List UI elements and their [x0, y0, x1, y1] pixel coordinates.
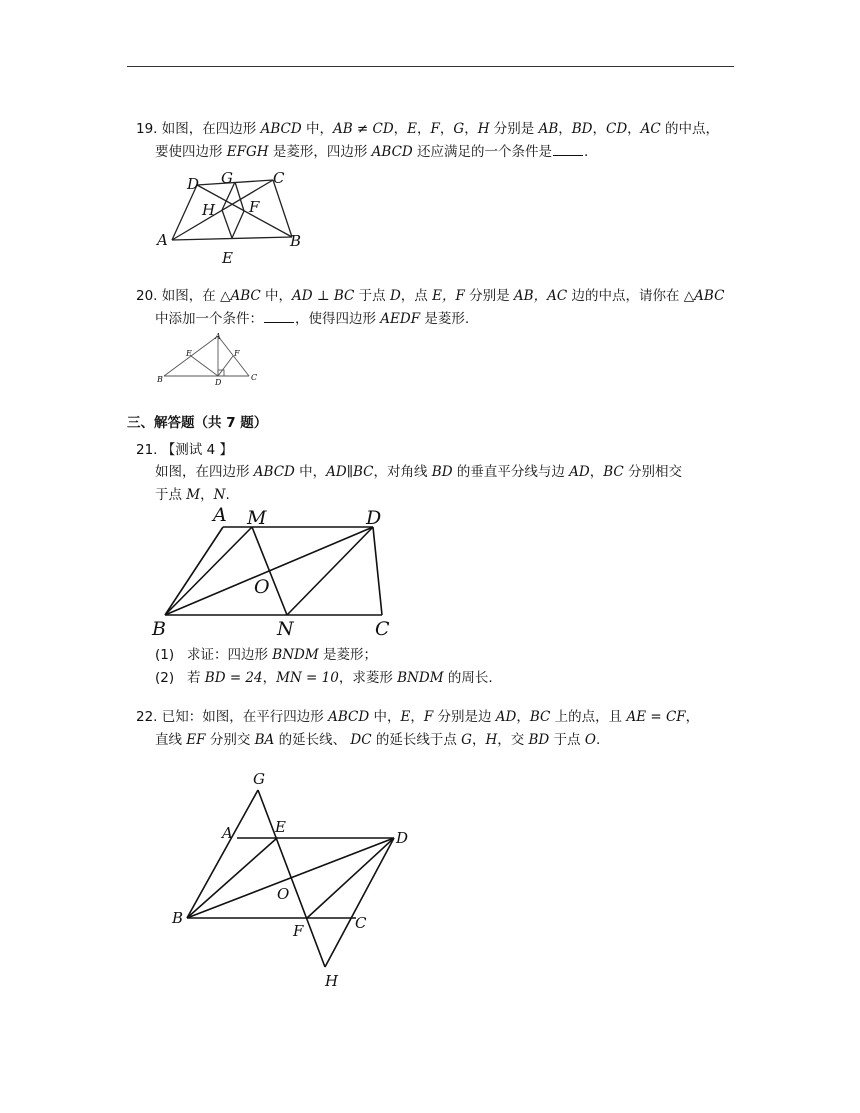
q20-seg-FD	[218, 356, 233, 376]
q22-label-B: B	[172, 909, 184, 927]
header-rule	[127, 66, 734, 67]
q22-line-HD	[325, 838, 394, 967]
q19-number: 19.	[136, 121, 158, 137]
q19-label-E: E	[222, 249, 233, 267]
q20-figure	[152, 330, 264, 388]
q21-label-B: B	[152, 618, 166, 640]
q21-label-M: M	[247, 507, 267, 529]
q22-line1: 22. 已知：如图，在平行四边形 ABCD 中，E，F 分别是边 AD，BC 上的点，且 AE = CF，	[136, 709, 700, 725]
q21-label-D: D	[366, 507, 382, 529]
q19-side-AD	[172, 185, 197, 240]
q21-tag: 【测试 4 】	[161, 442, 233, 458]
q21-number: 21.	[136, 442, 158, 458]
q21-seg-BM	[165, 527, 252, 615]
q22-number: 22.	[136, 709, 158, 725]
q21-sub1: (1) 求证：四边形 BNDM 是菱形；	[155, 647, 377, 663]
q21-label-C: C	[375, 618, 390, 640]
q22-label-E: E	[275, 818, 286, 836]
q22-line-BG	[187, 790, 258, 918]
q22-label-O: O	[277, 885, 290, 903]
answer-blank-19[interactable]	[553, 142, 583, 156]
q20-line1: 20. 如图，在 △ABC 中，AD ⊥ BC 于点 D，点 E，F 分别是 AB，AC 边的中点，请你在 △ABC	[136, 288, 725, 304]
q20-label-D: D	[215, 378, 222, 387]
q22-seg-FD	[307, 838, 394, 918]
q22-diag-BD	[187, 838, 394, 918]
q21-line1: 如图，在四边形 ABCD 中，AD∥BC，对角线 BD 的垂直平分线与边 AD，BC 分别相交	[155, 464, 683, 480]
q20-line2: 中添加一个条件： ，使得四边形 AEDF 是菱形.	[155, 311, 470, 327]
q21-sub2: (2) 若 BD = 24，MN = 10，求菱形 BNDM 的周长.	[155, 670, 493, 686]
q20-number: 20.	[136, 288, 158, 304]
q20-label-F: F	[234, 349, 240, 358]
q22-label-C: C	[355, 914, 367, 932]
q19-label-F: F	[249, 198, 260, 216]
q22-label-F: F	[293, 922, 304, 940]
section-heading: 三、解答题（共 7 题）	[127, 415, 268, 431]
q19-seg-EH	[222, 210, 232, 238]
q21-label-N: N	[277, 618, 294, 640]
q22-figure	[165, 765, 425, 995]
q22-label-G: G	[253, 770, 265, 788]
q21-figure	[145, 503, 405, 643]
answer-blank-20[interactable]	[264, 309, 294, 323]
q21-side-DC	[373, 527, 382, 615]
q21-seg-MN	[252, 527, 287, 615]
q20-label-A: A	[215, 332, 221, 341]
q19-line1: 19. 如图，在四边形 ABCD 中，AB ≠ CD，E，F，G，H 分别是 AB，BD，CD，AC 的中点，	[136, 121, 720, 137]
q21-label-O: O	[254, 576, 270, 598]
q22-seg-BE	[187, 838, 277, 918]
q19-label-D: D	[187, 175, 200, 193]
q21-side-AB	[165, 527, 223, 615]
q19-figure	[150, 165, 310, 270]
q20-label-C: C	[251, 373, 258, 382]
q19-label-H: H	[202, 201, 216, 219]
q20-label-E: E	[186, 349, 192, 358]
q19-label-B: B	[290, 232, 302, 250]
q19-seg-FE	[232, 211, 244, 238]
q21-line0	[136, 440, 233, 460]
q19-line2: 要使四边形 EFGH 是菱形，四边形 ABCD 还应满足的一个条件是 .	[155, 144, 589, 160]
q21-seg-ND	[287, 527, 373, 615]
q19-label-G: G	[221, 169, 233, 187]
q22-line2: 直线 EF 分别交 BA 的延长线、 DC 的延长线于点 G，H，交 BD 于点 O.	[155, 732, 601, 748]
q21-label-A: A	[213, 504, 227, 526]
q19-label-A: A	[157, 231, 168, 249]
q22-label-H: H	[325, 972, 339, 990]
q19-label-C: C	[273, 169, 285, 187]
q21-line2: 于点 M，N.	[155, 487, 230, 503]
q20-seg-ED	[191, 356, 218, 376]
q22-label-A: A	[222, 824, 233, 842]
q22-label-D: D	[396, 829, 409, 847]
q20-label-B: B	[157, 375, 163, 384]
q22-line-GH	[258, 790, 325, 967]
